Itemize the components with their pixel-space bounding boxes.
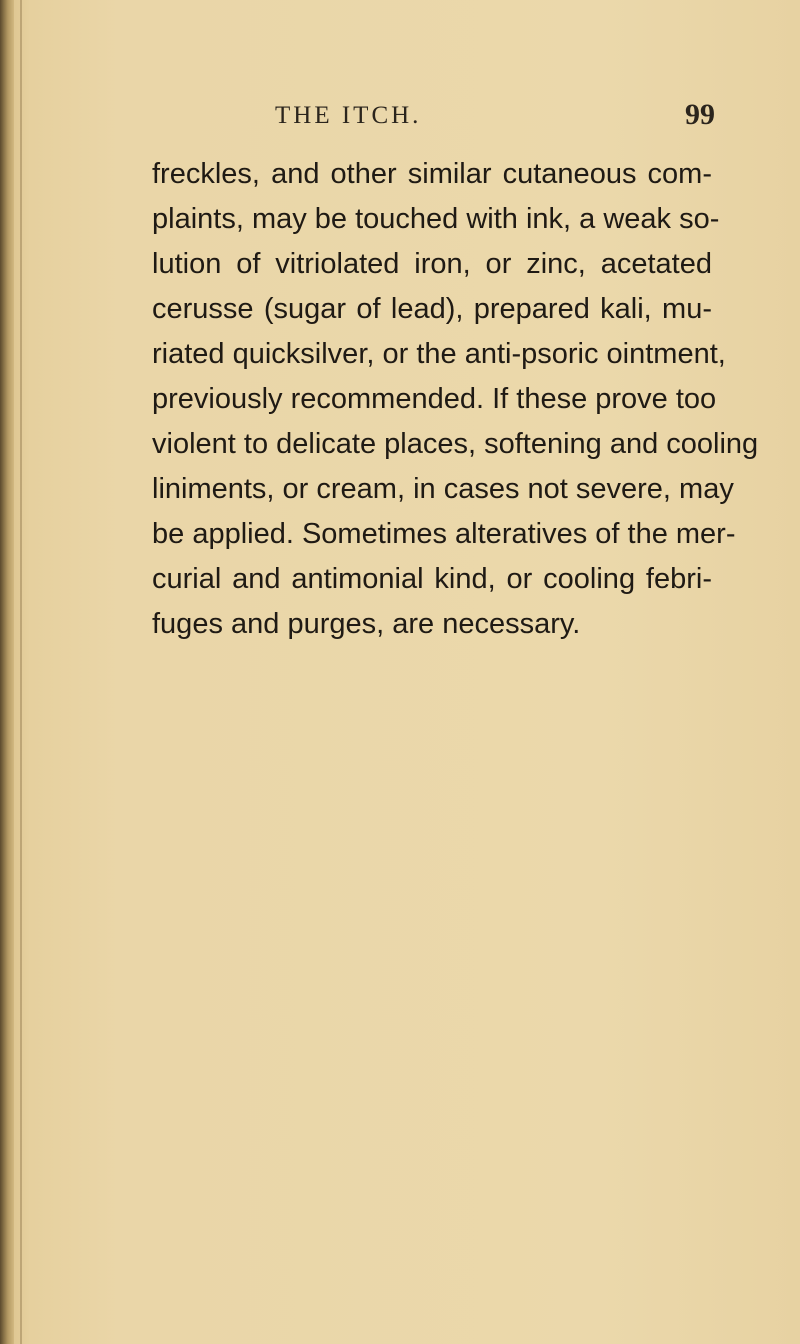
running-head: THE ITCH. (275, 102, 422, 129)
body-text (152, 152, 759, 647)
text-line: violent to delicate places, softening and cooling (152, 428, 759, 460)
text-line: be applied. Sometimes alteratives of the mer- (152, 518, 736, 550)
text-line: plaints, may be touched with ink, a weak so- (152, 203, 720, 235)
book-spine-edge (0, 0, 14, 1344)
text-line: riated quicksilver, or the anti-psoric ointment, (152, 338, 726, 370)
text-line: cerusse (sugar of lead), prepared kali, mu- (152, 293, 712, 325)
text-line: freckles, and other similar cutaneous com- (152, 158, 712, 190)
text-line: lution of vitriolated iron, or zinc, acetated (152, 248, 712, 280)
text-line: previously recommended. If these prove too (152, 383, 717, 415)
page-number: 99 (685, 98, 715, 131)
page-gutter-line (20, 0, 22, 1344)
text-line: liniments, or cream, in cases not severe, may (152, 473, 734, 505)
page-header (275, 98, 715, 142)
text-line: fuges and purges, are necessary. (152, 608, 581, 640)
text-line: curial and antimonial kind, or cooling febri- (152, 563, 712, 595)
